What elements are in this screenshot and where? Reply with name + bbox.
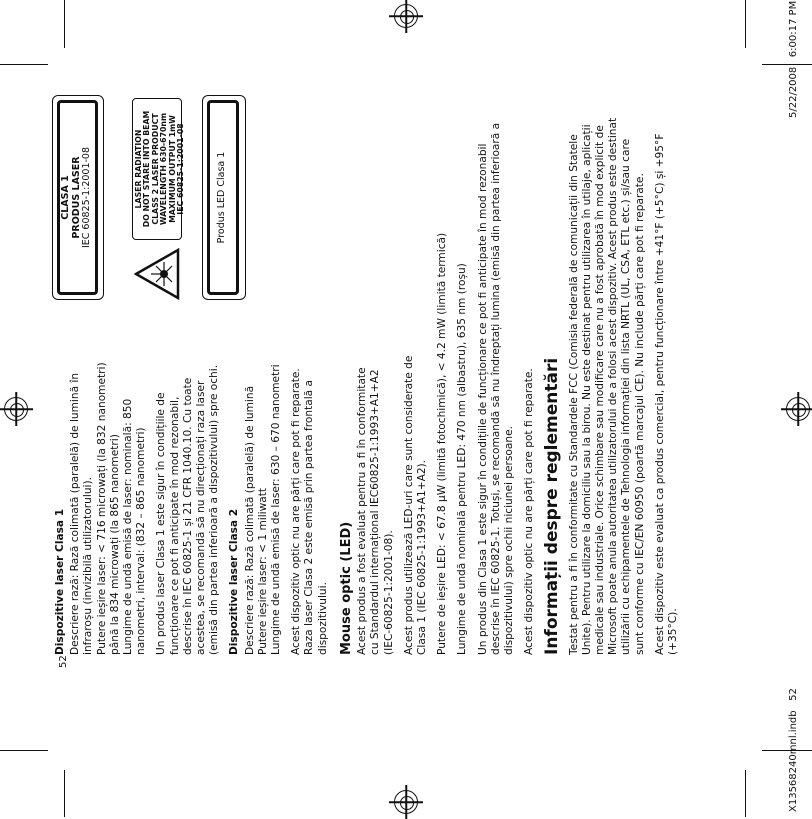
registration-mark-icon bbox=[394, 4, 418, 28]
mouse-paragraph: Un produs din Clasa 1 este sigur în condițiile de funcționare ce pot fi anticipate în mod rezonabil descrise în IEC 60825-1. Totuși, se recomandă să nu îndreptați lumina (emisă din partea inferioară a dispozitivului) spre ochii niciunei persoane. bbox=[476, 122, 516, 655]
class1-label-line: PRODUS LASER bbox=[70, 156, 82, 239]
crop-mark bbox=[745, 0, 746, 48]
mouse-paragraph: Putere de ieșire LED: < 67.8 µW (limită fotochimică), < 4.2 mW (limită termică) bbox=[436, 232, 449, 655]
laser-warning bbox=[134, 95, 184, 300]
mouse-paragraph: Acest produs utilizează LED-uri care sunt considerate de Clasa 1 (IEC 60825-1:1993+A1+A2). bbox=[402, 355, 429, 655]
mouse-heading: Mouse optic (LED) bbox=[339, 521, 354, 655]
page-number: 52 bbox=[58, 655, 69, 668]
label-column bbox=[52, 95, 246, 300]
class2-paragraph: Acest dispozitiv optic nu are părți care pot fi reparate. Raza laser Clasa 2 este emisă prin partea frontală a dispozitivului. bbox=[290, 368, 329, 655]
class2-line: Putere ieșire laser: < 1 miliwatt bbox=[256, 487, 269, 655]
radiation-label-line: IEC 60825-1:2001-08 bbox=[176, 123, 186, 215]
crop-mark bbox=[0, 750, 48, 751]
crop-mark bbox=[0, 64, 48, 65]
mouse-paragraph: Acest produs a fost evaluat pentru a fi în conformitate cu Standardul internațional IEC60825-1:1993+A1+A2 (IEC-60825-1:2001-08). bbox=[356, 367, 395, 655]
manual-page bbox=[52, 95, 772, 655]
registration-mark-icon bbox=[786, 397, 810, 421]
crop-mark bbox=[64, 770, 65, 817]
radiation-label-line: CLASS 2 LASER PRODUCT bbox=[150, 113, 160, 225]
registration-mark-icon bbox=[4, 397, 28, 421]
laser-warning-icon bbox=[134, 248, 180, 300]
class2-line: Lungime de undă emisă de laser: 630 – 670 nanometri bbox=[270, 364, 283, 655]
radiation-label-line: WAVELENGTH 630-670nm bbox=[159, 112, 169, 226]
crop-mark bbox=[762, 750, 812, 751]
class2-line: Descriere rază: Rază colimată (paralelă) de lumină bbox=[243, 385, 256, 655]
class1-label-line: IEC 60825-1:2001-08 bbox=[81, 146, 92, 249]
footer-stamp: 5/22/2008 6:00:17 PM bbox=[788, 0, 799, 118]
mouse-section bbox=[334, 115, 687, 655]
registration-mark-icon bbox=[394, 790, 418, 814]
radiation-label-line: MAXIMUM OUTPUT 1mW bbox=[167, 115, 177, 223]
class1-line: Lungime de undă emisă de laser: nominală: 850 nanometri, interval: (832 – 865 nanometri) bbox=[122, 398, 148, 655]
regulatory-paragraph: Acest dispozitiv este evaluat ca produs comercial, pentru funcționare între +41°F (+5°C) și +95°F (+35°C). bbox=[653, 133, 680, 655]
text-column bbox=[52, 355, 337, 655]
class1-label-line: CLASA 1 bbox=[60, 175, 71, 220]
mouse-paragraph: Lungime de undă nominală pentru LED: 470 nm (albastru), 635 nm (roșu) bbox=[456, 263, 469, 655]
regulatory-paragraph: Testat pentru a fi în conformitate cu Standardele FCC (Comisia federală de comunicații din Statele Unite). Pentru utilizare la domiciliu sau la birou. Nu este destinat pentru utilizarea în utilaje, aplicații medicale sau industriale. Orice schimbare sau modificare care nu a fost aprobată în mod explicit de Microsoft poate anula autoritatea utilizatorului de a folosi acest dispozitiv. Acest produs este destinat utilizării cu echipamentele de Tehnologia informației din lista NRTL (UL, CSA, ETL etc.) și/sau care sunt conforme cu IEC/EN 60950 (poartă marcajul CE). Nu include părți care pot fi reparate. bbox=[567, 117, 646, 655]
class1-paragraph: Un produs laser Clasa 1 este sigur în condițiile de funcționare ce pot fi anticipate în mod rezonabil, descrise în IEC 60825-1 și 21 CFR 1040.10. Cu toate acestea, se recomandă să nu direcționați raza laser (emisă din partea inferioară a dispozitivului) spre ochi. bbox=[155, 364, 221, 655]
crop-mark bbox=[745, 770, 746, 817]
led-label bbox=[202, 95, 246, 300]
radiation-label-line: DO NOT STARE INTO BEAM bbox=[142, 110, 152, 228]
class1-line: Putere ieșire laser: < 716 microwați (la 832 nanometri) până la 834 microwați (la 865 nanometri) bbox=[95, 362, 121, 655]
class2-heading: Dispozitive laser Clasa 2 bbox=[228, 508, 241, 655]
crop-mark bbox=[762, 64, 812, 65]
radiation-label-line: LASER RADIATION bbox=[134, 129, 143, 209]
mouse-paragraph: Acest dispozitiv optic nu are părți care pot fi reparate. bbox=[523, 368, 536, 655]
footer-file: X13568240mnl.indb 52 bbox=[788, 688, 799, 812]
class1-label bbox=[52, 95, 104, 300]
class2-laser-label bbox=[132, 98, 186, 240]
regulatory-heading: Informații despre reglementări bbox=[542, 357, 563, 655]
crop-mark bbox=[64, 0, 65, 48]
class1-heading: Dispozitive laser Clasa 1 bbox=[54, 508, 66, 655]
class1-line: Descriere rază: Rază colimată (paralelă) de lumină în infraroșu (invizibilă utilizatorului). bbox=[69, 372, 95, 655]
led-label-text: Produs LED Clasa 1 bbox=[207, 100, 239, 295]
